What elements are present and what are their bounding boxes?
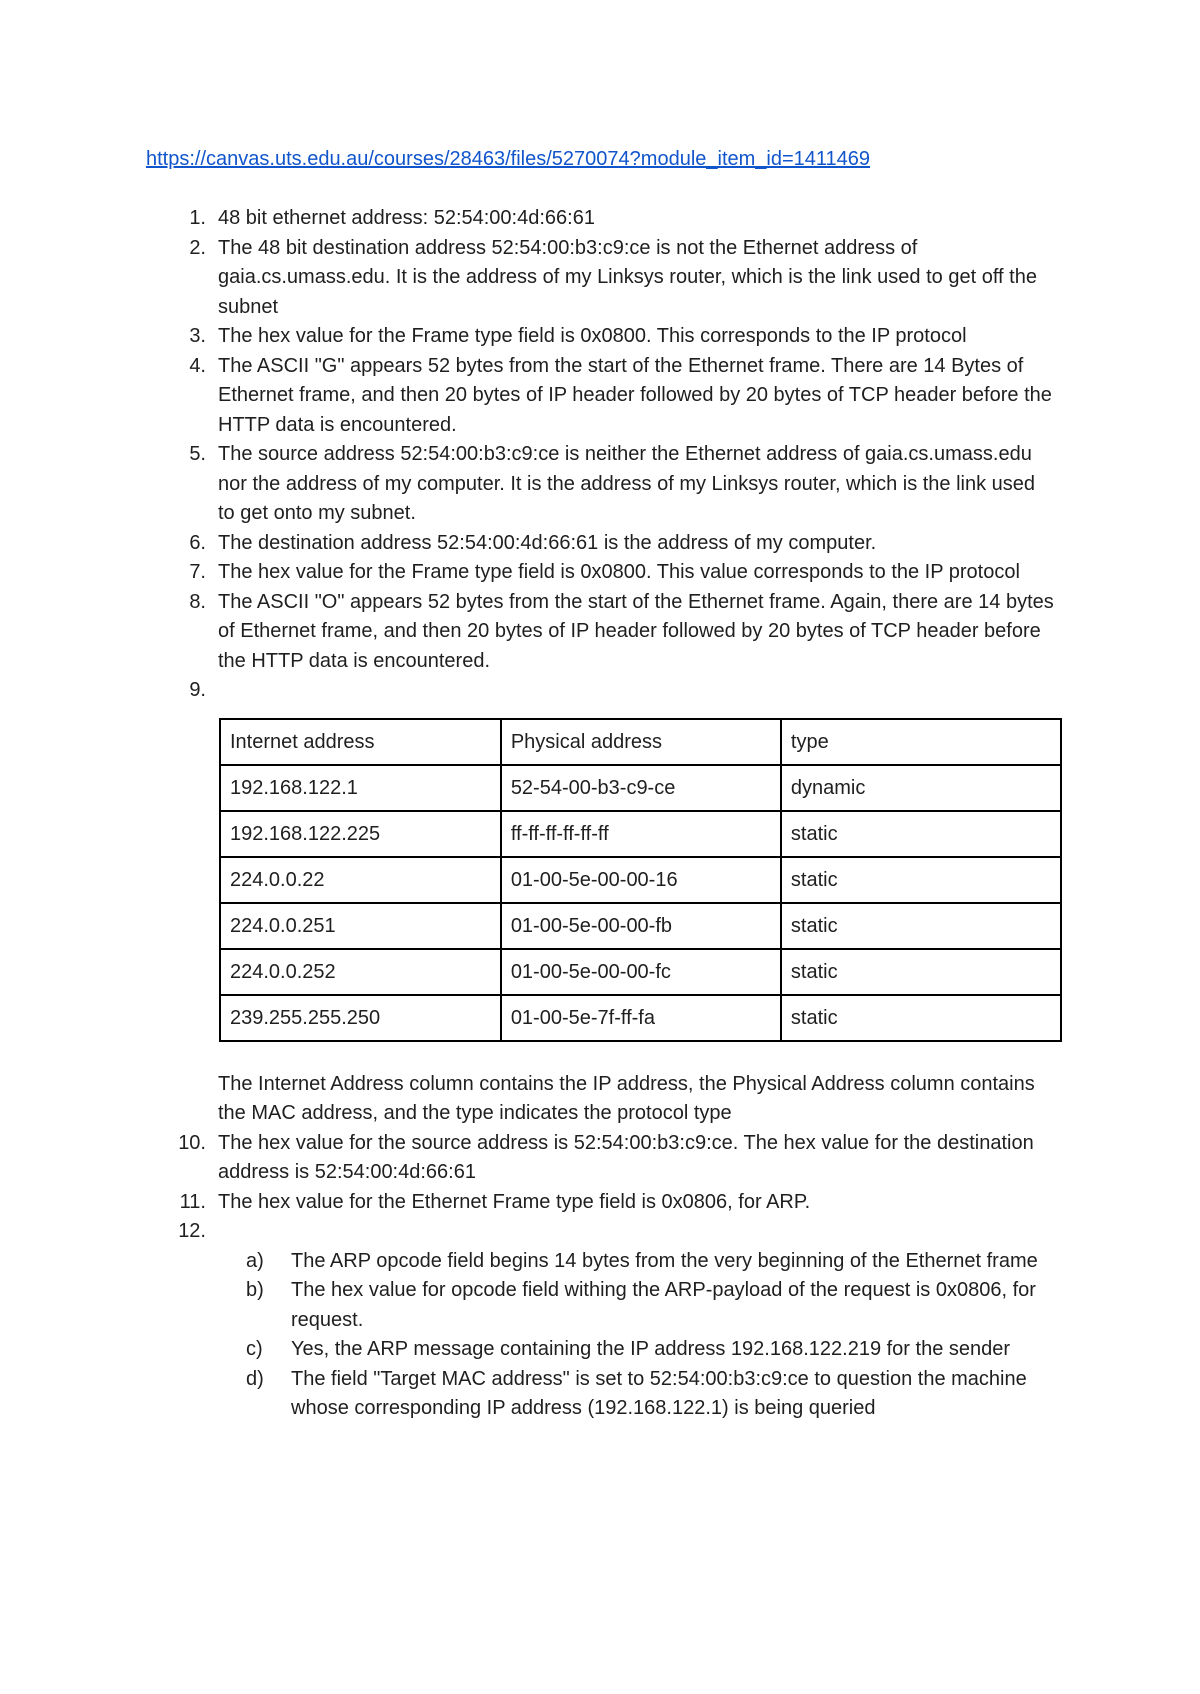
table-cell: 224.0.0.22 — [220, 857, 501, 903]
item-text: The hex value for the Ethernet Frame type field is 0x0806, for ARP. — [218, 1190, 811, 1213]
table-cell: 224.0.0.251 — [220, 903, 501, 949]
sub-item-text: Yes, the ARP message containing the IP address 192.168.122.219 for the sender — [291, 1338, 1011, 1360]
list-item — [0, 588, 1056, 677]
table-cell: 224.0.0.252 — [220, 949, 501, 995]
table-cell: 01-00-5e-00-00-fc — [501, 949, 781, 995]
table-cell: 01-00-5e-00-00-16 — [501, 857, 781, 903]
table-cell: 192.168.122.225 — [220, 811, 501, 857]
item-number: 11. — [179, 1190, 206, 1213]
table-cell: 01-00-5e-7f-ff-fa — [501, 995, 781, 1041]
header-cell: type — [781, 719, 1061, 765]
sub-item-label: b) — [246, 1279, 264, 1301]
table-row — [220, 811, 1061, 857]
item-text — [218, 679, 224, 701]
item-text: The ASCII "O" appears 52 bytes from the start of the Ethernet frame. Again, there are 14 bytes of Ethernet frame, and then 20 bytes of IP header followed by 20 bytes of TCP header before the HTTP data is encountered. — [218, 590, 1054, 672]
answer-list — [0, 204, 1200, 1424]
table-note: The Internet Address column contains the IP address, the Physical Address column contains the MAC address, and the type indicates the protocol type — [218, 1072, 1035, 1124]
list-item — [0, 1188, 1056, 1218]
sub-list-item — [0, 1276, 1056, 1335]
sub-item-text: The hex value for opcode field withing the ARP-payload of the request is 0x0806, for request. — [291, 1279, 1036, 1331]
item-number: 2. — [189, 236, 206, 259]
header-cell: Internet address — [220, 719, 501, 765]
table-cell: static — [781, 811, 1061, 857]
item-text: The hex value for the source address is 52:54:00:b3:c9:ce. The hex value for the destination address is 52:54:00:4d:66:61 — [218, 1131, 1034, 1183]
item-number: 7. — [189, 561, 206, 583]
table-cell: static — [781, 995, 1061, 1041]
list-item — [0, 1129, 1056, 1188]
sub-item-text: The ARP opcode field begins 14 bytes from the very beginning of the Ethernet frame — [291, 1249, 1038, 1272]
table-cell: dynamic — [781, 765, 1061, 811]
sub-list-item — [0, 1365, 1056, 1424]
list-item — [0, 529, 1056, 559]
table-cell: 01-00-5e-00-00-fb — [501, 903, 781, 949]
table-row — [220, 949, 1061, 995]
table-cell: static — [781, 903, 1061, 949]
sub-item-label: d) — [246, 1367, 264, 1390]
table-row — [220, 765, 1061, 811]
sub-list-item — [0, 1335, 1056, 1365]
header-cell: Physical address — [501, 719, 781, 765]
arp-table — [219, 718, 1062, 1042]
item-number: 12. — [178, 1220, 206, 1242]
table-cell: static — [781, 949, 1061, 995]
sub-item-label: c) — [246, 1338, 263, 1360]
item-number: 4. — [189, 354, 206, 377]
table-cell: 239.255.255.250 — [220, 995, 501, 1041]
item-text: The ASCII "G" appears 52 bytes from the start of the Ethernet frame. There are 14 Bytes of Ethernet frame, and then 20 bytes of IP header followed by 20 bytes of TCP header before the HTTP data is encountered. — [218, 354, 1052, 436]
item-text: The 48 bit destination address 52:54:00:b3:c9:ce is not the Ethernet address of gaia.cs.umass.edu. It is the address of my Linksys router, which is the link used to get off the subnet — [218, 236, 1037, 318]
item-number: 6. — [189, 531, 206, 554]
item-text — [218, 1220, 224, 1242]
table-header-row — [220, 719, 1061, 765]
list-item — [0, 322, 1056, 352]
item-number: 5. — [189, 443, 206, 465]
table-row — [220, 995, 1061, 1041]
item-text: The hex value for the Frame type field is 0x0800. This corresponds to the IP protocol — [218, 325, 967, 347]
sub-item-label: a) — [246, 1249, 264, 1272]
list-item — [0, 440, 1056, 529]
table-cell: 52-54-00-b3-c9-ce — [501, 765, 781, 811]
canvas-link[interactable]: https://canvas.uts.edu.au/courses/28463/files/5270074?module_item_id=1411469 — [146, 148, 871, 170]
table-row — [220, 857, 1061, 903]
list-item — [0, 558, 1056, 588]
item-number: 9. — [189, 679, 206, 701]
table-cell: ff-ff-ff-ff-ff-ff — [501, 811, 781, 857]
sub-item-text: The field "Target MAC address" is set to 52:54:00:b3:c9:ce to question the machine whose corresponding IP address (192.168.122.1) is being queried — [291, 1367, 1027, 1419]
table-cell: 192.168.122.1 — [220, 765, 501, 811]
item-number: 3. — [189, 325, 206, 347]
item-text: The source address 52:54:00:b3:c9:ce is neither the Ethernet address of gaia.cs.umass.edu nor the address of my computer. It is the address of my Linksys router, which is the link used to get onto my subnet. — [218, 443, 1036, 524]
item-text: The hex value for the Frame type field is 0x0800. This value corresponds to the IP protocol — [218, 561, 1020, 583]
item-number: 8. — [189, 590, 206, 613]
item-number: 10. — [178, 1131, 206, 1154]
sub-list-item — [0, 1247, 1056, 1277]
item-text: 48 bit ethernet address: 52:54:00:4d:66:61 — [218, 207, 595, 229]
list-item — [0, 204, 1056, 234]
item-number: 1. — [189, 207, 206, 229]
list-item — [0, 1217, 1056, 1247]
table-cell: static — [781, 857, 1061, 903]
list-item — [0, 676, 1056, 706]
item-text: The destination address 52:54:00:4d:66:61 is the address of my computer. — [218, 531, 877, 554]
list-item — [0, 234, 1056, 323]
table-row — [220, 903, 1061, 949]
list-item — [0, 352, 1056, 441]
